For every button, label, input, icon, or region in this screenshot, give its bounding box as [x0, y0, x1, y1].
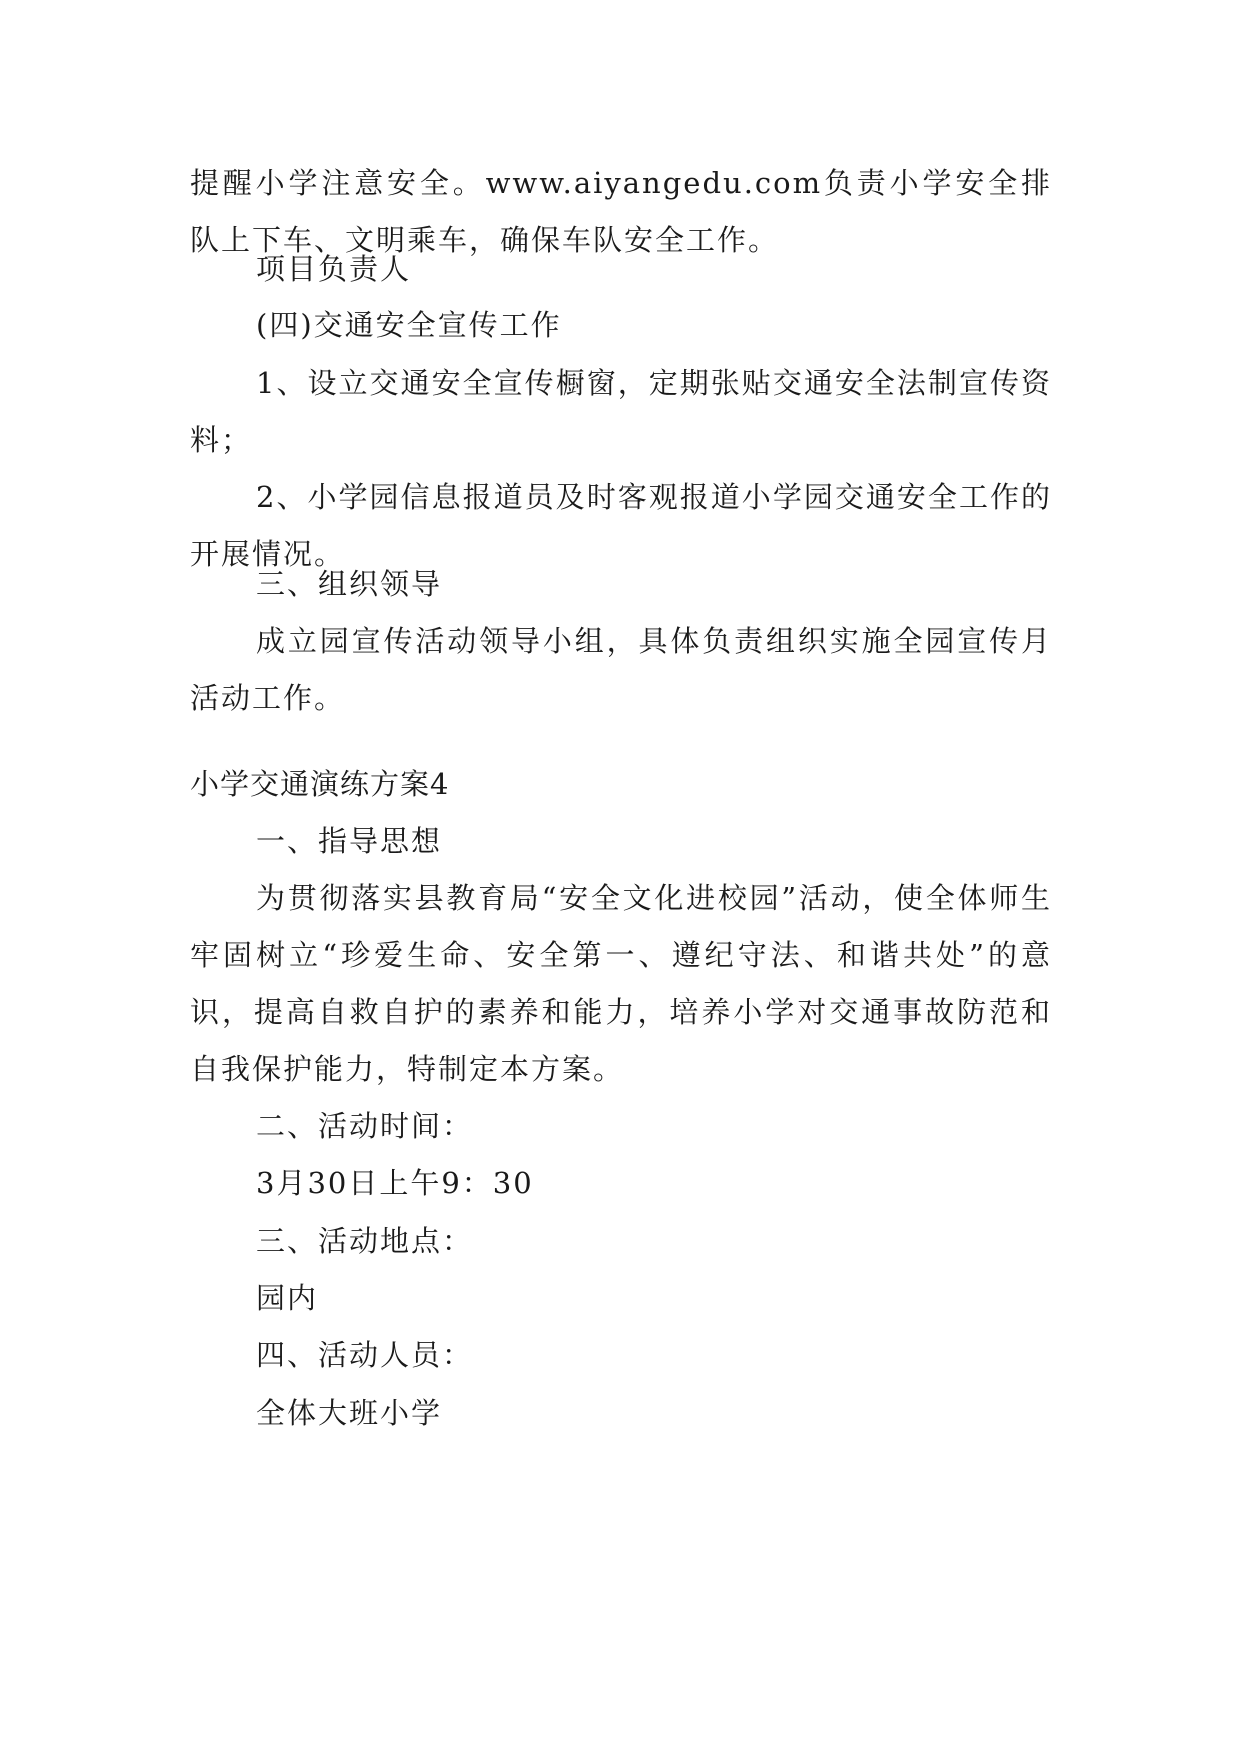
heading-organization: 三、组织领导	[256, 567, 443, 601]
paragraph-safety-reminder: 提醒小学注意安全。www.aiyangedu.com负责小学安全排队上下车、文明乘车，确保车队安全工作。	[190, 166, 1052, 257]
section-title: 小学交通演练方案4	[190, 767, 450, 801]
heading-activity-time: 二、活动时间：	[256, 1109, 474, 1143]
subheading-traffic-publicity: (四)交通安全宣传工作	[256, 308, 562, 342]
heading-guiding-thought: 一、指导思想	[256, 824, 443, 858]
list-item-news-reporter: 2、小学园信息报道员及时客观报道小学园交通安全工作的开展情况。	[190, 480, 1052, 571]
paragraph-leading-group: 成立园宣传活动领导小组，具体负责组织实施全园宣传月活动工作。	[190, 624, 1052, 715]
heading-activity-location: 三、活动地点：	[256, 1224, 474, 1258]
paragraph-project-leader: 项目负责人	[256, 252, 412, 286]
value-activity-location: 园内	[256, 1281, 319, 1315]
value-activity-participants: 全体大班小学	[256, 1396, 443, 1430]
paragraph-guiding-thought: 为贯彻落实县教育局“安全文化进校园”活动，使全体师生牢固树立“珍爱生命、安全第一、遵纪守法、和谐共处”的意识，提高自救自护的素养和能力，培养小学对交通事故防范和自我保护能力，特制定本方案。	[190, 881, 1052, 1086]
value-activity-time: 3月30日上午9：30	[256, 1166, 534, 1200]
heading-activity-participants: 四、活动人员：	[256, 1338, 474, 1372]
list-item-publicity-window: 1、设立交通安全宣传橱窗，定期张贴交通安全法制宣传资料；	[190, 366, 1052, 457]
